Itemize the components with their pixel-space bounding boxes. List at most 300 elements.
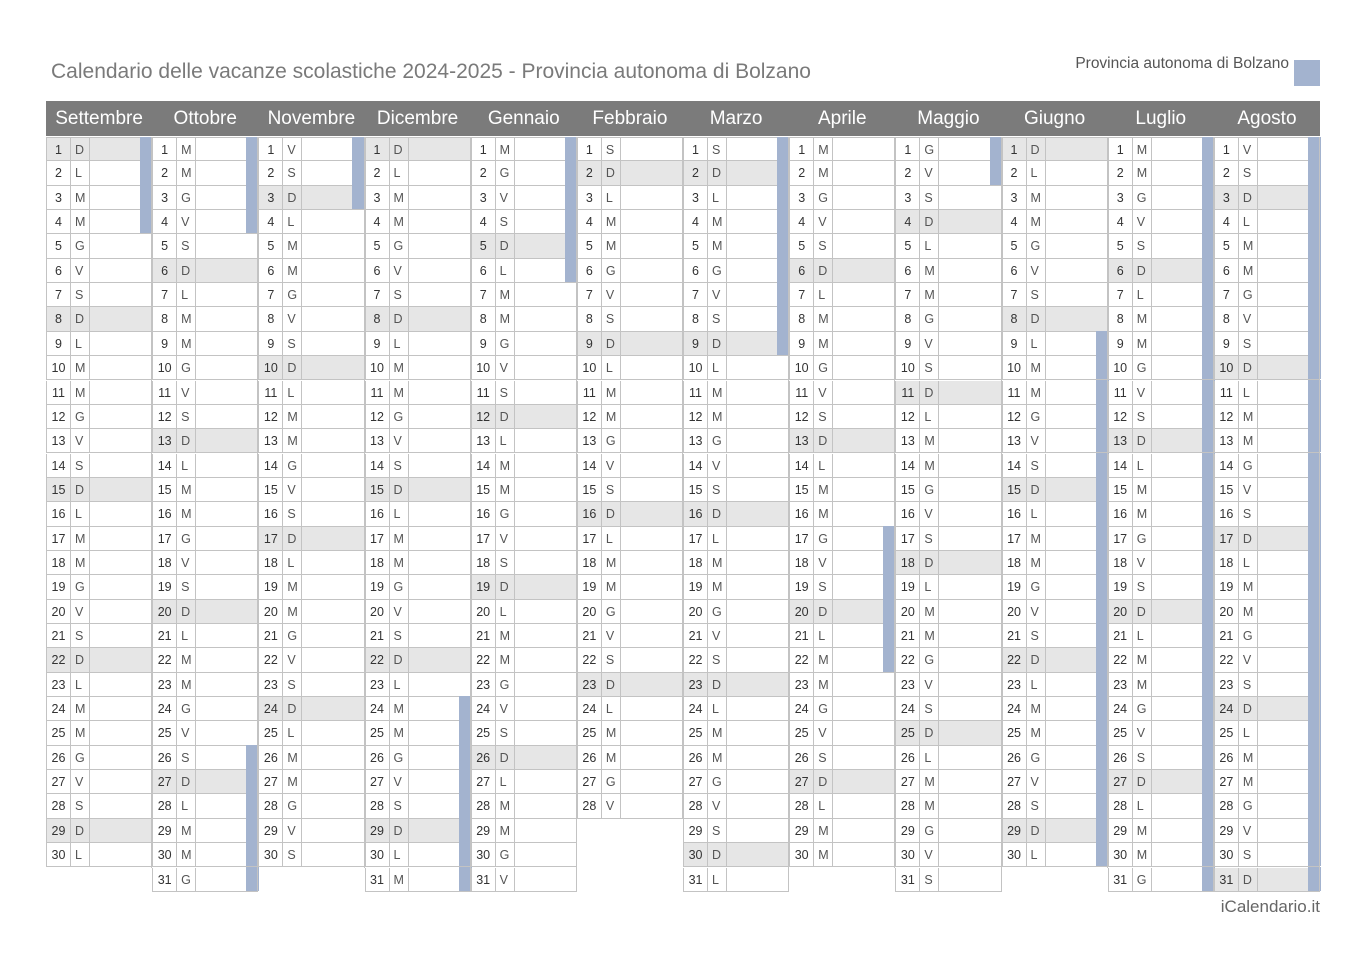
- weekday-letter: D: [1242, 702, 1252, 717]
- day-cell: [365, 332, 471, 356]
- weekday-letter: D: [1242, 361, 1252, 376]
- day-number: 3: [1215, 186, 1239, 209]
- day-cell: [471, 137, 577, 161]
- weekday-letter: S: [181, 580, 190, 595]
- weekday-letter: M: [924, 775, 935, 790]
- day-number: 28: [1003, 794, 1027, 817]
- day-number: 20: [1109, 600, 1133, 623]
- weekday-letter: D: [1030, 823, 1040, 838]
- day-note-box: [620, 502, 684, 525]
- day-number: 17: [896, 527, 920, 550]
- day-number: 27: [578, 770, 602, 793]
- day-cell: [152, 600, 258, 624]
- weekday-letter: S: [75, 629, 84, 643]
- weekday-letter: S: [1242, 848, 1252, 863]
- day-number: 12: [578, 405, 602, 428]
- day-number: 24: [1109, 697, 1133, 720]
- day-cell: [577, 673, 683, 697]
- day-note-box: [195, 697, 259, 720]
- day-number: 22: [259, 648, 283, 671]
- day-note-box: [726, 770, 790, 793]
- day-cell: [152, 356, 258, 380]
- day-number: 26: [153, 746, 177, 769]
- day-note-box: [620, 794, 684, 817]
- weekday-letter: M: [499, 288, 511, 303]
- weekday-letter: L: [499, 434, 507, 449]
- weekday-letter: V: [393, 434, 402, 449]
- weekday-letter: V: [287, 143, 296, 157]
- day-cell: [895, 161, 1001, 185]
- day-note-box: [89, 454, 153, 477]
- day-number: 6: [259, 259, 283, 282]
- day-cell: [1108, 697, 1214, 721]
- day-number: 5: [153, 234, 177, 257]
- weekday-letter: L: [393, 166, 401, 181]
- day-note-box: [514, 307, 578, 330]
- day-cell: [1002, 624, 1108, 648]
- day-number: 13: [1109, 429, 1133, 452]
- day-number: 6: [684, 259, 708, 282]
- day-number: 13: [153, 429, 177, 452]
- day-note-box: [514, 868, 578, 891]
- day-number: 6: [578, 259, 602, 282]
- weekday-letter: S: [1242, 507, 1252, 522]
- day-cell: [258, 283, 364, 307]
- weekday-letter: S: [924, 702, 933, 717]
- day-cell: [1214, 210, 1320, 234]
- weekday-letter: M: [1030, 361, 1041, 376]
- day-cell: [895, 259, 1001, 283]
- day-number: 25: [153, 721, 177, 744]
- day-cell: [895, 502, 1001, 526]
- day-number: 10: [259, 356, 283, 379]
- day-note-box: [408, 283, 472, 306]
- day-note-box: [195, 527, 259, 550]
- day-number: 8: [790, 307, 814, 330]
- day-number: 9: [1215, 332, 1239, 355]
- day-note-box: [514, 624, 578, 647]
- weekday-letter: M: [712, 750, 723, 765]
- day-cell: [577, 356, 683, 380]
- day-cell: [46, 746, 152, 770]
- weekday-letter: M: [499, 629, 511, 643]
- day-cell: [1108, 673, 1214, 697]
- day-number: 27: [684, 770, 708, 793]
- day-number: 2: [47, 161, 71, 184]
- day-cell: [471, 843, 577, 867]
- weekday-letter: D: [818, 434, 828, 449]
- weekday-letter: M: [712, 726, 723, 741]
- weekday-letter: V: [181, 215, 190, 230]
- day-number: 29: [366, 819, 390, 842]
- day-number: 27: [1109, 770, 1133, 793]
- day-note-box: [620, 575, 684, 598]
- weekday-letter: M: [605, 750, 617, 765]
- weekday-letter: G: [1136, 872, 1147, 887]
- weekday-letter: G: [75, 239, 85, 254]
- day-note-box: [301, 600, 365, 623]
- day-cell: [258, 673, 364, 697]
- day-cell: [365, 673, 471, 697]
- day-note-box: [620, 624, 684, 647]
- day-note-box: [726, 454, 790, 477]
- day-note-box: [726, 794, 790, 817]
- day-note-box: [620, 210, 684, 233]
- day-number: 10: [578, 356, 602, 379]
- weekday-letter: M: [499, 312, 511, 327]
- day-cell: [258, 405, 364, 429]
- day-cell: [789, 648, 895, 672]
- weekday-letter: M: [605, 385, 617, 400]
- day-cell: [46, 161, 152, 185]
- day-cell: [789, 819, 895, 843]
- day-number: 20: [153, 600, 177, 623]
- weekday-letter: L: [1242, 726, 1250, 741]
- day-number: 20: [896, 600, 920, 623]
- day-cell: [258, 429, 364, 453]
- weekday-letter: L: [287, 215, 295, 230]
- day-cell: [1214, 332, 1320, 356]
- day-cell: [1108, 575, 1214, 599]
- weekday-letter: D: [1030, 482, 1040, 497]
- day-cell: [152, 454, 258, 478]
- weekday-letter: D: [1136, 775, 1146, 790]
- day-number: 21: [259, 624, 283, 647]
- weekday-letter: M: [605, 239, 617, 254]
- day-note-box: [301, 478, 365, 501]
- day-cell: [683, 673, 789, 697]
- day-note-box: [726, 721, 790, 744]
- weekday-letter: M: [181, 677, 192, 692]
- weekday-letter: V: [924, 166, 933, 181]
- day-cell: [152, 624, 258, 648]
- weekday-letter: S: [75, 288, 84, 303]
- day-number: 18: [684, 551, 708, 574]
- weekday-letter: L: [287, 385, 295, 400]
- day-number: 1: [1003, 138, 1027, 160]
- day-note-box: [832, 502, 896, 525]
- weekday-letter: S: [287, 507, 296, 522]
- weekday-letter: D: [1030, 312, 1040, 327]
- day-note-box: [514, 551, 578, 574]
- weekday-letter: S: [287, 848, 296, 863]
- day-note-box: [832, 405, 896, 428]
- weekday-letter: M: [818, 336, 829, 351]
- day-note-box: [938, 624, 1002, 647]
- day-cell: [1002, 381, 1108, 405]
- day-note-box: [89, 721, 153, 744]
- day-number: 17: [47, 527, 71, 550]
- day-number: 3: [153, 186, 177, 209]
- day-cell: [789, 794, 895, 818]
- weekday-letter: L: [924, 239, 932, 254]
- day-cell: [683, 575, 789, 599]
- day-number: 19: [1215, 575, 1239, 598]
- day-cell: [365, 210, 471, 234]
- day-cell: [577, 478, 683, 502]
- day-cell: [258, 770, 364, 794]
- day-cell: [1214, 575, 1320, 599]
- day-number: 11: [47, 381, 71, 404]
- day-cell: [1214, 527, 1320, 551]
- day-cell: [1002, 283, 1108, 307]
- day-cell: [789, 697, 895, 721]
- weekday-letter: L: [1030, 507, 1038, 522]
- day-note-box: [514, 502, 578, 525]
- day-number: 13: [1003, 429, 1027, 452]
- day-number: 20: [1215, 600, 1239, 623]
- day-note-box: [514, 721, 578, 744]
- day-cell: [895, 307, 1001, 331]
- weekday-letter: V: [818, 555, 827, 570]
- day-cell: [789, 843, 895, 867]
- weekday-letter: D: [1136, 604, 1146, 619]
- day-number: 21: [47, 624, 71, 647]
- weekday-letter: V: [75, 434, 84, 449]
- day-cell: [1002, 186, 1108, 210]
- day-number: 5: [47, 234, 71, 257]
- weekday-letter: D: [75, 482, 85, 497]
- weekday-letter: L: [181, 288, 189, 303]
- day-cell: [1214, 137, 1320, 161]
- day-note-box: [89, 575, 153, 598]
- day-cell: [365, 356, 471, 380]
- weekday-letter: M: [818, 507, 829, 522]
- day-number: 21: [1003, 624, 1027, 647]
- day-cell: [471, 551, 577, 575]
- day-number: 28: [684, 794, 708, 817]
- day-number: 13: [47, 429, 71, 452]
- weekday-letter: M: [181, 848, 192, 863]
- day-number: 3: [1003, 186, 1027, 209]
- day-number: 19: [790, 575, 814, 598]
- day-number: 31: [896, 868, 920, 891]
- column-divider: [1319, 137, 1320, 892]
- day-cell: [471, 381, 577, 405]
- day-cell: [789, 673, 895, 697]
- day-cell: [471, 819, 577, 843]
- day-cell: [895, 527, 1001, 551]
- weekday-letter: S: [1030, 629, 1039, 643]
- day-number: 26: [896, 746, 920, 769]
- day-number: 21: [684, 624, 708, 647]
- weekday-letter: G: [924, 482, 935, 497]
- weekday-letter: M: [1242, 263, 1254, 278]
- day-number: 10: [472, 356, 496, 379]
- day-note-box: [514, 794, 578, 817]
- day-cell: [1002, 600, 1108, 624]
- weekday-letter: M: [1136, 507, 1148, 522]
- day-number: 18: [578, 551, 602, 574]
- day-number: 20: [259, 600, 283, 623]
- day-note-box: [514, 648, 578, 671]
- weekday-letter: V: [1136, 555, 1146, 570]
- day-note-box: [620, 405, 684, 428]
- day-note-box: [301, 259, 365, 282]
- day-cell: [683, 137, 789, 161]
- day-note-box: [301, 307, 365, 330]
- day-number: 4: [684, 210, 708, 233]
- day-note-box: [89, 405, 153, 428]
- day-number: 7: [684, 283, 708, 306]
- day-number: 16: [1109, 502, 1133, 525]
- day-note-box: [938, 210, 1002, 233]
- day-note-box: [195, 356, 259, 379]
- day-note-box: [301, 575, 365, 598]
- weekday-letter: G: [818, 531, 828, 546]
- day-cell: [1108, 843, 1214, 867]
- day-cell: [365, 794, 471, 818]
- day-cell: [471, 673, 577, 697]
- weekday-letter: D: [75, 143, 85, 157]
- day-cell: [258, 356, 364, 380]
- day-cell: [365, 624, 471, 648]
- day-number: 25: [472, 721, 496, 744]
- day-cell: [1214, 819, 1320, 843]
- day-cell: [1002, 210, 1108, 234]
- weekday-letter: M: [1030, 726, 1041, 741]
- day-cell: [895, 648, 1001, 672]
- footer-brand[interactable]: iCalendario.it: [1220, 897, 1320, 916]
- day-number: 6: [366, 259, 390, 282]
- day-note-box: [938, 648, 1002, 671]
- day-cell: [577, 161, 683, 185]
- weekday-letter: G: [924, 653, 935, 668]
- weekday-letter: M: [181, 312, 192, 327]
- day-number: 29: [259, 819, 283, 842]
- day-note-box: [938, 868, 1002, 891]
- day-number: 10: [153, 356, 177, 379]
- day-number: 14: [472, 454, 496, 477]
- day-note-box: [301, 234, 365, 257]
- weekday-letter: D: [181, 434, 191, 449]
- day-cell: [365, 527, 471, 551]
- weekday-letter: D: [712, 336, 722, 351]
- day-cell: [1108, 307, 1214, 331]
- day-note-box: [514, 673, 578, 696]
- day-number: 7: [366, 283, 390, 306]
- day-number: 17: [259, 527, 283, 550]
- day-cell: [577, 527, 683, 551]
- weekday-letter: V: [287, 653, 296, 668]
- day-note-box: [195, 575, 259, 598]
- day-number: 5: [1109, 234, 1133, 257]
- weekday-letter: M: [393, 872, 404, 887]
- day-note-box: [726, 405, 790, 428]
- day-number: 9: [259, 332, 283, 355]
- day-cell: [152, 381, 258, 405]
- day-number: 6: [153, 259, 177, 282]
- day-number: 10: [684, 356, 708, 379]
- weekday-letter: S: [499, 385, 509, 400]
- weekday-letter: V: [499, 872, 509, 887]
- day-number: 26: [684, 746, 708, 769]
- weekday-letter: M: [1136, 848, 1148, 863]
- day-cell: [46, 405, 152, 429]
- day-note-box: [620, 746, 684, 769]
- day-cell: [471, 502, 577, 526]
- day-cell: [577, 600, 683, 624]
- weekday-letter: D: [818, 775, 828, 790]
- weekday-letter: S: [181, 239, 190, 254]
- day-cell: [1002, 770, 1108, 794]
- weekday-letter: M: [1030, 702, 1041, 717]
- day-cell: [1002, 721, 1108, 745]
- weekday-letter: G: [1242, 629, 1253, 643]
- day-note-box: [514, 332, 578, 355]
- day-number: 10: [1215, 356, 1239, 379]
- day-note-box: [726, 868, 790, 891]
- day-cell: [1002, 843, 1108, 867]
- day-cell: [1108, 161, 1214, 185]
- day-note-box: [301, 624, 365, 647]
- day-note-box: [938, 356, 1002, 379]
- day-note-box: [620, 648, 684, 671]
- day-number: 28: [896, 794, 920, 817]
- day-note-box: [195, 332, 259, 355]
- day-cell: [1108, 770, 1214, 794]
- weekday-letter: V: [181, 726, 190, 741]
- day-note-box: [832, 259, 896, 282]
- day-note-box: [726, 527, 790, 550]
- day-number: 3: [896, 186, 920, 209]
- day-cell: [1108, 186, 1214, 210]
- day-number: 24: [259, 697, 283, 720]
- day-cell: [1108, 454, 1214, 478]
- day-number: 1: [472, 138, 496, 160]
- day-cell: [577, 405, 683, 429]
- day-number: 10: [47, 356, 71, 379]
- day-number: 2: [684, 161, 708, 184]
- day-cell: [258, 186, 364, 210]
- day-cell: [577, 502, 683, 526]
- weekday-letter: M: [1242, 434, 1254, 449]
- day-number: 7: [896, 283, 920, 306]
- day-number: 29: [1215, 819, 1239, 842]
- day-cell: [46, 429, 152, 453]
- day-cell: [365, 478, 471, 502]
- weekday-letter: M: [924, 799, 935, 814]
- day-cell: [1214, 843, 1320, 867]
- day-number: 17: [153, 527, 177, 550]
- day-note-box: [1045, 259, 1109, 282]
- day-cell: [258, 648, 364, 672]
- weekday-letter: G: [499, 848, 510, 863]
- weekday-letter: V: [1030, 263, 1039, 278]
- day-number: 20: [790, 600, 814, 623]
- weekday-letter: M: [1242, 580, 1254, 595]
- weekday-letter: G: [181, 361, 191, 376]
- day-number: 4: [1109, 210, 1133, 233]
- day-cell: [577, 770, 683, 794]
- day-cell: [258, 502, 364, 526]
- day-number: 18: [896, 551, 920, 574]
- day-cell: [1108, 478, 1214, 502]
- day-cell: [1108, 868, 1214, 892]
- day-number: 10: [1109, 356, 1133, 379]
- weekday-letter: D: [393, 143, 403, 157]
- day-note-box: [89, 648, 153, 671]
- weekday-letter: V: [1136, 726, 1146, 741]
- weekday-letter: M: [75, 726, 86, 741]
- day-number: 4: [366, 210, 390, 233]
- day-number: 12: [1215, 405, 1239, 428]
- weekday-letter: D: [712, 507, 722, 522]
- day-cell: [471, 161, 577, 185]
- weekday-letter: V: [818, 726, 827, 741]
- day-cell: [1002, 137, 1108, 161]
- day-number: 15: [259, 478, 283, 501]
